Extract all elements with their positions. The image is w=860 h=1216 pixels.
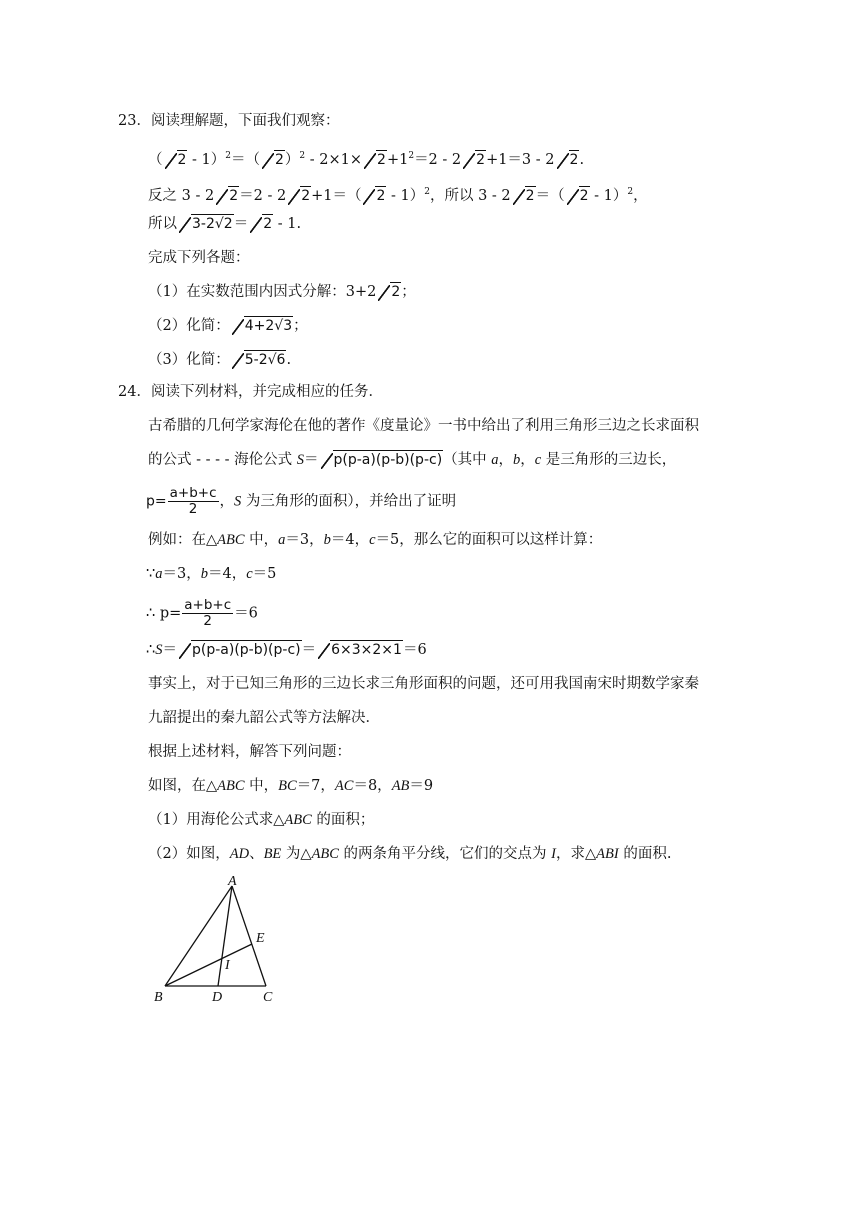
q24-paragraph-1: 古希腊的几何学家海伦在他的著作《度量论》一书中给出了利用三角形三边之长求面积 bbox=[148, 418, 699, 434]
label-e: E bbox=[256, 931, 265, 946]
triangle-figure bbox=[145, 870, 305, 1010]
q24-paragraph-3: p= $\frac{a+b+c}{2}$ ，S 为三角形的面积），并给出了证明 bbox=[146, 485, 457, 517]
q23-observe-line: （ 2 - 1）$^2$＝（ $2)^2 - 2\times 1\times 2+1^2=2 - 2$ 2+1＝3 - 2 2. bbox=[148, 151, 585, 168]
label-a: A bbox=[228, 874, 237, 889]
bisector-be bbox=[165, 944, 252, 986]
sqrt-2: 2 bbox=[165, 150, 188, 170]
q24-heading: 24．阅读下列材料，并完成相应的任务． bbox=[118, 384, 383, 400]
q24-fact-1: 事实上，对于已知三角形的三边长求三角形面积的问题，还可用我国南宋时期数学家秦 bbox=[148, 676, 699, 692]
q23-task-3: （3）化简： 5-2√6. bbox=[148, 352, 292, 368]
fraction-p: $\frac{a+b+c}{2}$ bbox=[169, 485, 217, 517]
q24-task-1: （1）用海伦公式求△ABC 的面积； bbox=[148, 812, 375, 828]
q24-example: 例如：在△ABC 中，a＝3，b＝4，c＝5，那么它的面积可以这样计算： bbox=[148, 532, 603, 548]
q24-given: 如图，在△ABC 中，BC＝7，AC＝8，AB＝9 bbox=[148, 778, 434, 794]
q23-sothat-line: 所以 3-2√2＝ 2 - 1. bbox=[148, 216, 302, 232]
q24-therefore-1: ∴ p= $\frac{a+b+c}{2}$ ＝6 bbox=[146, 597, 258, 629]
side-ab bbox=[165, 886, 232, 986]
q24-because: ∵a＝3，b＝4，c＝5 bbox=[146, 566, 277, 582]
q23-task-2: （2）化简： 4+2√3； bbox=[148, 318, 308, 334]
q24-paragraph-2: 的公式 - - - - 海伦公式 S＝ p(p-a)(p-b)(p-c)（其中 a，b，c 是三角形的三边长， bbox=[148, 452, 677, 468]
q24-task-2: （2）如图，AD、BE 为△ABC 的两条角平分线，它们的交点为 I，求△ABI 的面积. bbox=[148, 846, 672, 862]
label-b: B bbox=[154, 990, 163, 1005]
q23-reverse-line: 反之 3 - 2 2＝2 - 2 2+1＝（ 2 - 1）$^2$，所以 3 - 2 2＝（ 2 - 1）$^2$， bbox=[148, 187, 648, 204]
q23-task-1: （1）在实数范围内因式分解：3+2 2； bbox=[148, 284, 416, 300]
label-i: I bbox=[225, 958, 230, 973]
label-d: D bbox=[212, 990, 223, 1005]
label-c: C bbox=[263, 990, 273, 1005]
q24-fact-2: 九韶提出的秦九韶公式等方法解决． bbox=[148, 710, 380, 726]
q24-answer-intro: 根据上述材料，解答下列问题： bbox=[148, 744, 351, 760]
q23-heading: 23．阅读理解题，下面我们观察： bbox=[118, 113, 340, 129]
q24-therefore-2: ∴S＝ p(p-a)(p-b)(p-c)＝ 6×3×2×1＝6 bbox=[146, 642, 427, 658]
q23-tasks-intro: 完成下列各题： bbox=[148, 250, 250, 266]
